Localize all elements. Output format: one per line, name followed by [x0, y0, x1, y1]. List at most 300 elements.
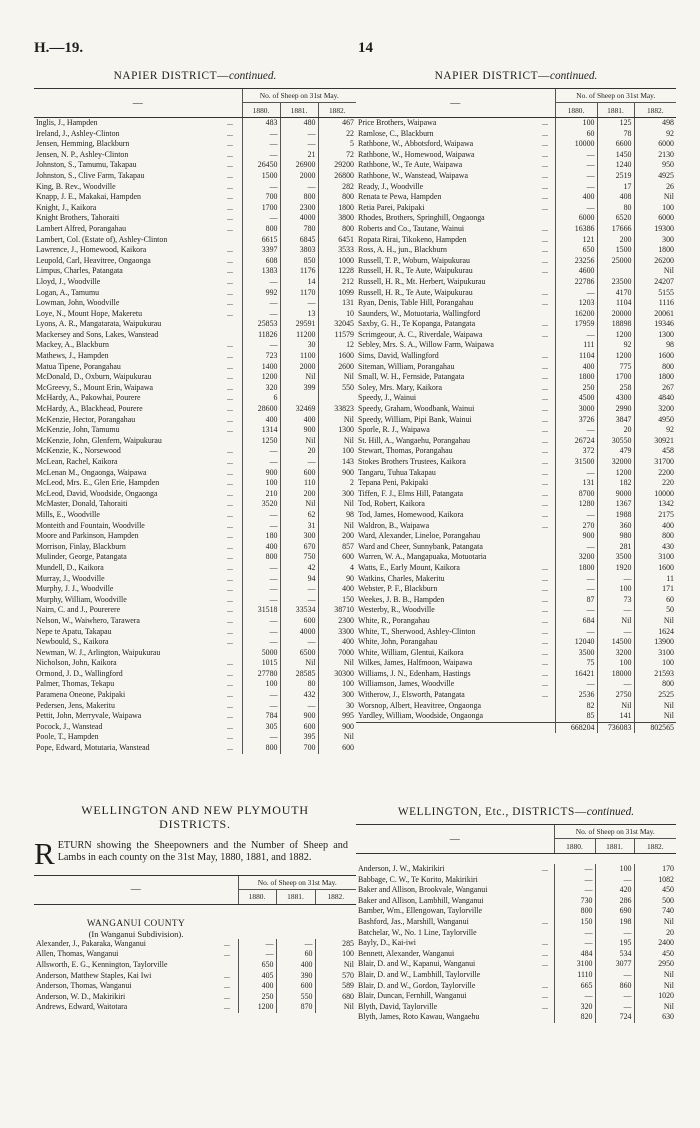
leader-dots: ...	[227, 700, 233, 710]
owner-name: Knight Brothers, Tahoraiti	[36, 213, 120, 223]
table-row	[34, 542, 356, 553]
leader-dots: ...	[227, 711, 233, 721]
table-row	[356, 917, 676, 928]
leader-dots: ...	[227, 118, 233, 127]
sheep-1880: 320	[554, 1002, 595, 1013]
table-row	[34, 939, 356, 950]
sheep-1882: Nil	[318, 658, 356, 669]
leader-dots: ...	[227, 308, 233, 318]
sheep-1882: 740	[634, 906, 676, 917]
leader-dots: ...	[227, 626, 233, 636]
leader-dots: ...	[542, 679, 548, 689]
leader-dots: ...	[227, 658, 233, 668]
owner-name: Mundell, D., Kaikora	[36, 562, 104, 572]
table-row	[34, 436, 356, 447]
leader-dots: ...	[224, 981, 230, 991]
sheep-1880: —	[242, 129, 280, 140]
sheep-1880: 16386	[555, 224, 597, 235]
table-row	[34, 118, 356, 129]
table-row	[356, 351, 676, 362]
leader-dots: ...	[227, 404, 233, 414]
owner-name: Bayly, D., Kai-iwi	[358, 938, 417, 948]
sheep-1881: 6520	[597, 213, 634, 224]
sheep-1880: 28600	[242, 404, 280, 415]
owner-name: Lawrence, J., Homewood, Kaikora	[36, 245, 147, 255]
sheep-1882: 995	[318, 711, 356, 722]
sheep-1881: —	[595, 991, 634, 1002]
leader-dots	[542, 552, 555, 563]
table-row	[34, 256, 356, 267]
sheep-1882: 100	[315, 949, 356, 960]
sheep-1881: 395	[280, 732, 318, 743]
sheep-1880: 270	[555, 521, 597, 532]
owner-name: Jensen, Hemming, Blackburn	[36, 139, 130, 149]
sheep-1882: 30300	[318, 669, 356, 680]
sheep-1880: 784	[242, 711, 280, 722]
owner-name: McKenzie, K., Norsewood	[36, 446, 121, 456]
sheep-1880: —	[242, 732, 280, 743]
sheep-1881: 14500	[597, 637, 634, 648]
table-row	[34, 637, 356, 648]
subdivision-heading: (In Wanganui Subdivision).	[88, 928, 184, 939]
sheep-1880: 23256	[555, 256, 597, 267]
page-number: 14	[358, 40, 373, 56]
table-row	[34, 1002, 356, 1013]
owner-name: McLenan M., Ongaonga, Waipawa	[36, 467, 147, 477]
leader-dots: ...	[542, 118, 548, 127]
sheep-1881: 1170	[280, 288, 318, 299]
owner-name: Monteith and Fountain, Woodville	[36, 520, 145, 530]
leader-dots: ...	[227, 520, 233, 530]
sheep-1880: 900	[555, 531, 597, 542]
leader-dots: ...	[542, 446, 548, 456]
owner-name: Baker and Allison, Lambhill, Wanganui	[358, 895, 484, 905]
sheep-1880: 405	[238, 971, 276, 982]
leader-dots: ...	[224, 938, 230, 948]
sheep-1882: 1300	[318, 425, 356, 436]
owner-name: Waldron, B., Waipawa	[358, 520, 430, 530]
owner-name: Johnston, S., Tamumu, Takapau	[36, 160, 137, 170]
sheep-1881: Nil	[597, 616, 634, 627]
table-row	[356, 928, 676, 939]
table-row	[34, 743, 356, 754]
sheep-1880: 31500	[555, 457, 597, 468]
owner-name: Westerby, R., Woodville	[358, 605, 435, 615]
owner-name: Tod, Robert, Kaikora	[358, 499, 425, 509]
table-row	[34, 468, 356, 479]
leader-dots: ...	[227, 372, 233, 382]
sheep-1880: —	[238, 939, 276, 950]
drop-cap: R	[34, 836, 55, 871]
sheep-1881: 1367	[597, 499, 634, 510]
sheep-1880: 400	[555, 192, 597, 203]
sheep-1882: 92	[634, 129, 676, 140]
sheep-1882: 1600	[634, 351, 676, 362]
sheep-1881: 94	[280, 574, 318, 585]
leader-dots: ...	[227, 446, 233, 456]
owner-name: Murphy, William, Woodville	[36, 594, 127, 604]
sheep-1880: 3397	[242, 245, 280, 256]
leader-dots: ...	[227, 457, 233, 466]
sheep-1880: —	[242, 595, 280, 606]
year-header-1882: 1882.	[318, 103, 356, 118]
sheep-1880: —	[238, 949, 276, 960]
sheep-1881: 4000	[280, 627, 318, 638]
sheep-1880: 4600	[555, 266, 597, 277]
owner-name: Soley, Mrs. Mary, Kaikora	[358, 382, 443, 392]
sheep-1881: 25000	[597, 256, 634, 267]
sheep-1880: 400	[242, 415, 280, 426]
leader-dots: ...	[542, 980, 548, 990]
sheep-1881: 4000	[280, 213, 318, 224]
owner-name: Saxby, G. H., Te Kopanga, Patangata	[358, 319, 476, 329]
napier-district-right-table	[356, 70, 676, 733]
sheep-1882: Nil	[318, 436, 356, 447]
leader-dots: ...	[542, 594, 548, 604]
table-row	[34, 949, 356, 960]
owner-name: Mackersey and Sons, Lakes, Wanstead	[36, 329, 159, 339]
sheep-1882: 3800	[318, 213, 356, 224]
owner-name: Johnston, S., Clive Farm, Takapau	[36, 170, 145, 180]
sheep-count-header: No. of Sheep on 31st May.	[555, 89, 676, 103]
owner-name: Pettit, John, Merryvale, Waipawa	[36, 711, 142, 721]
sheep-1881: 780	[280, 224, 318, 235]
table-row	[34, 457, 356, 468]
table-row	[34, 478, 356, 489]
leader-dots: ...	[542, 298, 548, 308]
sheep-1882: 1300	[634, 330, 676, 341]
table-row	[356, 595, 676, 606]
leader-dots: ...	[227, 594, 233, 604]
sheep-1881: —	[280, 595, 318, 606]
sheep-1880: 4500	[555, 393, 597, 404]
table-row	[356, 192, 676, 203]
owner-name: Lloyd, J., Woodville	[36, 276, 101, 286]
sheep-1880: 111	[555, 340, 597, 351]
owner-name: Warren, W. A., Mangapuaka, Motuotaria	[358, 552, 487, 562]
owner-name: Weekes, J. B. B., Hampden	[358, 594, 445, 604]
sheep-1882: Nil	[634, 192, 676, 203]
sheep-1880: —	[242, 563, 280, 574]
sheep-1882: 31700	[634, 457, 676, 468]
sheep-1881: —	[280, 457, 318, 468]
sheep-1880: 1104	[555, 351, 597, 362]
sheep-1881: 700	[280, 743, 318, 754]
table-row	[356, 864, 676, 875]
sheep-1882: 450	[634, 949, 676, 960]
name-column-header: —	[449, 833, 460, 845]
sheep-1882: 19346	[634, 319, 676, 330]
sheep-1880: 6615	[242, 235, 280, 246]
leader-dots: ...	[542, 626, 548, 636]
sheep-1880: —	[554, 875, 595, 886]
sheep-1881: 408	[597, 192, 634, 203]
sheep-1881: 200	[597, 235, 634, 246]
sheep-1881: 300	[280, 531, 318, 542]
sheep-1882: 2200	[634, 468, 676, 479]
sheep-1881: 900	[280, 711, 318, 722]
leader-dots	[542, 970, 554, 981]
sheep-1882: 90	[318, 574, 356, 585]
leader-dots: ...	[542, 361, 548, 371]
owner-name: Knight, J., Kaikora	[36, 202, 97, 212]
leader-dots: ...	[227, 467, 233, 477]
sheep-1880: 650	[238, 960, 276, 971]
sheep-1880: 131	[555, 478, 597, 489]
leader-dots: ...	[542, 245, 548, 255]
sheep-1882: 6000	[634, 213, 676, 224]
sheep-1880: —	[242, 298, 280, 309]
leader-dots	[542, 213, 555, 224]
sheep-1881: —	[280, 298, 318, 309]
owner-name: McKenzie, Hector, Porangahau	[36, 414, 136, 424]
wellington-district-left	[34, 803, 356, 1013]
sheep-1882: 50	[634, 605, 676, 616]
sheep-1881: —	[597, 679, 634, 690]
owner-name: Ropata Rirai, Tikokeno, Hampden	[358, 234, 467, 244]
sheep-1880: 3200	[555, 552, 597, 563]
sheep-1882: Nil	[634, 981, 676, 992]
leader-dots: ...	[542, 139, 548, 149]
table-row	[34, 425, 356, 436]
sheep-1882: Nil	[634, 1002, 676, 1013]
leader-dots: ...	[227, 721, 233, 731]
county-heading: WANGANUI COUNTY	[86, 918, 186, 929]
owner-name: Ready, J., Woodville	[358, 181, 424, 191]
table-row	[356, 949, 676, 960]
sheep-1880: —	[555, 679, 597, 690]
owner-name: Tod, James, Homewood, Kaikora	[358, 509, 464, 519]
sheep-1881: 600	[276, 981, 315, 992]
owner-name: Stewart, Thomas, Porangahau	[358, 446, 453, 456]
owner-name: McDonald, D., Oxburn, Waipukurau	[36, 372, 152, 382]
sheep-count-header: No. of Sheep on 31st May.	[554, 825, 676, 839]
sheep-1880: 16421	[555, 669, 597, 680]
table-row	[34, 981, 356, 992]
table-row	[34, 574, 356, 585]
sheep-1881: 2000	[280, 362, 318, 373]
sheep-1880: 1280	[555, 499, 597, 510]
sheep-1881: 2519	[597, 171, 634, 182]
leader-dots: ...	[542, 948, 548, 958]
leader-dots: ...	[542, 255, 548, 265]
table-row	[356, 605, 676, 616]
owner-name: Ross, A. H., jun., Blackburn	[358, 245, 447, 255]
table-row	[356, 372, 676, 383]
leader-dots	[227, 330, 242, 341]
leader-dots: ...	[542, 319, 548, 329]
sheep-1882: 26	[634, 182, 676, 193]
sheep-1880: —	[555, 171, 597, 182]
sheep-1880: 400	[238, 981, 276, 992]
sheep-1881: 600	[280, 616, 318, 627]
sheep-1882: 589	[315, 981, 356, 992]
table-row	[34, 992, 356, 1003]
sheep-1881: —	[595, 970, 634, 981]
sheep-1882: 458	[634, 446, 676, 457]
sheep-1882: 2600	[318, 362, 356, 373]
owner-name: Nepe te Apatu, Takapau	[36, 626, 112, 636]
leader-dots: ...	[227, 414, 233, 424]
sheep-1882: 19300	[634, 224, 676, 235]
sheep-1880: —	[242, 139, 280, 150]
table-row	[34, 521, 356, 532]
leader-dots: ...	[542, 690, 548, 700]
sheep-1880: 2536	[555, 690, 597, 701]
leader-dots	[542, 875, 554, 886]
sheep-1881: —	[597, 574, 634, 585]
sheep-1881: 4170	[597, 288, 634, 299]
sheep-1882: 800	[634, 679, 676, 690]
leader-dots: ...	[542, 647, 548, 657]
sheep-1881: 29591	[280, 319, 318, 330]
leader-dots: ...	[542, 499, 548, 509]
owner-name: McHardy, A., Blackhead, Pourere	[36, 404, 143, 414]
sheep-1882: 32045	[318, 319, 356, 330]
sheep-1880: 27780	[242, 669, 280, 680]
section-title: WELLINGTON AND NEW PLYMOUTH DISTRICTS.	[81, 803, 309, 831]
leader-dots: ...	[227, 223, 233, 233]
sheep-1880: —	[242, 627, 280, 638]
sheep-1881: 18000	[597, 669, 634, 680]
sheep-1880: —	[242, 182, 280, 193]
sheep-1880: 800	[554, 906, 595, 917]
table-row	[356, 468, 676, 479]
table-row	[356, 319, 676, 330]
sheep-1882: 72	[318, 150, 356, 161]
sheep-1882: Nil	[634, 616, 676, 627]
leader-dots: ...	[542, 202, 548, 212]
sheep-1880: —	[555, 150, 597, 161]
sheep-1881: 17666	[597, 224, 634, 235]
sheep-1881: 1988	[597, 510, 634, 521]
owner-name: Bashford, Jas., Marshill, Wanganui	[358, 916, 469, 926]
table-row	[356, 393, 676, 404]
table-row	[356, 171, 676, 182]
owner-name: McLean, Rachel, Kaikora	[36, 457, 118, 466]
document-code: H.—19.	[34, 40, 84, 56]
owner-name: Logan, A., Tamumu	[36, 287, 100, 297]
owner-name: Andrews, Edward, Waitotara	[36, 1002, 128, 1012]
owner-name: Sporle, R. J., Waipawa	[358, 425, 430, 435]
sheep-1881: 62	[280, 510, 318, 521]
sheep-1880: 210	[242, 489, 280, 500]
sheep-1881: 80	[597, 203, 634, 214]
sheep-1880: —	[555, 182, 597, 193]
leader-dots	[542, 701, 555, 712]
leader-dots: ...	[227, 605, 233, 615]
sheep-1880: 1015	[242, 658, 280, 669]
table-row	[356, 637, 676, 648]
owner-name: Anderson, Thomas, Wanganui	[36, 981, 132, 991]
owner-name: Jensen, N. P., Ashley-Clinton	[36, 149, 129, 159]
table-row	[34, 971, 356, 982]
sheep-count-header: No. of Sheep on 31st May.	[238, 876, 356, 890]
sheep-1881: 2300	[280, 203, 318, 214]
sheep-1880: 1110	[554, 970, 595, 981]
sheep-1882	[318, 393, 356, 404]
sheep-1880: 1800	[555, 372, 597, 383]
owner-name: Bennett, Alexander, Wanganui	[358, 948, 455, 958]
leader-dots: ...	[542, 382, 548, 392]
table-row	[356, 658, 676, 669]
leader-dots: ...	[227, 149, 233, 159]
sheep-1882: 1082	[634, 875, 676, 886]
table-row	[34, 415, 356, 426]
owner-name: McMaster, Donald, Tahoraiti	[36, 499, 128, 509]
leader-dots: ...	[542, 181, 548, 191]
sheep-1881: 670	[280, 542, 318, 553]
sheep-1880: 1200	[242, 372, 280, 383]
leader-dots: ...	[224, 949, 230, 959]
sheep-1881: 30550	[597, 436, 634, 447]
sheep-1880: —	[554, 864, 595, 875]
sheep-1882: 4950	[634, 415, 676, 426]
table-row	[356, 203, 676, 214]
table-row	[34, 203, 356, 214]
owner-name: Murray, J., Woodville	[36, 573, 105, 583]
owner-name: Mulinder, George, Patangata	[36, 552, 127, 562]
table-row	[356, 129, 676, 140]
table-row	[356, 885, 676, 896]
leader-dots: ...	[542, 938, 548, 948]
leader-dots: ...	[542, 234, 548, 244]
sheep-1882: 400	[318, 637, 356, 648]
sheep-1880: 3726	[555, 415, 597, 426]
leader-dots: ...	[542, 329, 548, 339]
leader-dots: ...	[227, 531, 233, 541]
sheep-1882: 857	[318, 542, 356, 553]
sheep-1882: 100	[318, 679, 356, 690]
sheep-1881: 9000	[597, 489, 634, 500]
sheep-1882: 220	[634, 478, 676, 489]
leader-dots: ...	[542, 584, 548, 594]
sheep-1881: 860	[595, 981, 634, 992]
leader-dots: ...	[227, 128, 233, 138]
table-row	[34, 658, 356, 669]
leader-dots: ...	[224, 1002, 230, 1012]
leader-dots	[542, 542, 555, 553]
sheep-1881: 198	[595, 917, 634, 928]
table-row	[356, 256, 676, 267]
owner-name: Saunders, W., Motuotaria, Wallingford	[358, 308, 481, 318]
leader-dots	[542, 896, 554, 907]
leader-dots: ...	[227, 615, 233, 625]
sheep-1882: 1020	[634, 991, 676, 1002]
table-row	[356, 235, 676, 246]
leader-dots: ...	[227, 181, 233, 191]
owner-name: Nelson, W., Waiwhero, Tarawera	[36, 615, 140, 625]
year-header-1881: 1881.	[276, 889, 315, 904]
sheep-1880: 305	[242, 722, 280, 733]
sheep-1881: —	[280, 701, 318, 712]
column-header	[356, 825, 676, 853]
leader-dots: ...	[542, 160, 548, 170]
sheep-1882: 630	[634, 1012, 676, 1023]
table-row	[34, 960, 356, 971]
leader-dots: ...	[542, 457, 548, 466]
owner-name: Ramlose, C., Blackburn	[358, 128, 434, 138]
sheep-1880: 180	[242, 531, 280, 542]
sheep-1880: 150	[554, 917, 595, 928]
leader-dots	[224, 960, 238, 971]
leader-dots: ...	[542, 478, 548, 488]
owner-name: Rhodes, Brothers, Springhill, Ongaonga	[358, 213, 485, 223]
sheep-1880: 250	[238, 992, 276, 1003]
owner-name: McLeod, Mrs. E., Glen Erie, Hampden	[36, 478, 160, 488]
sheep-1880: —	[242, 309, 280, 320]
leader-dots	[227, 648, 242, 659]
